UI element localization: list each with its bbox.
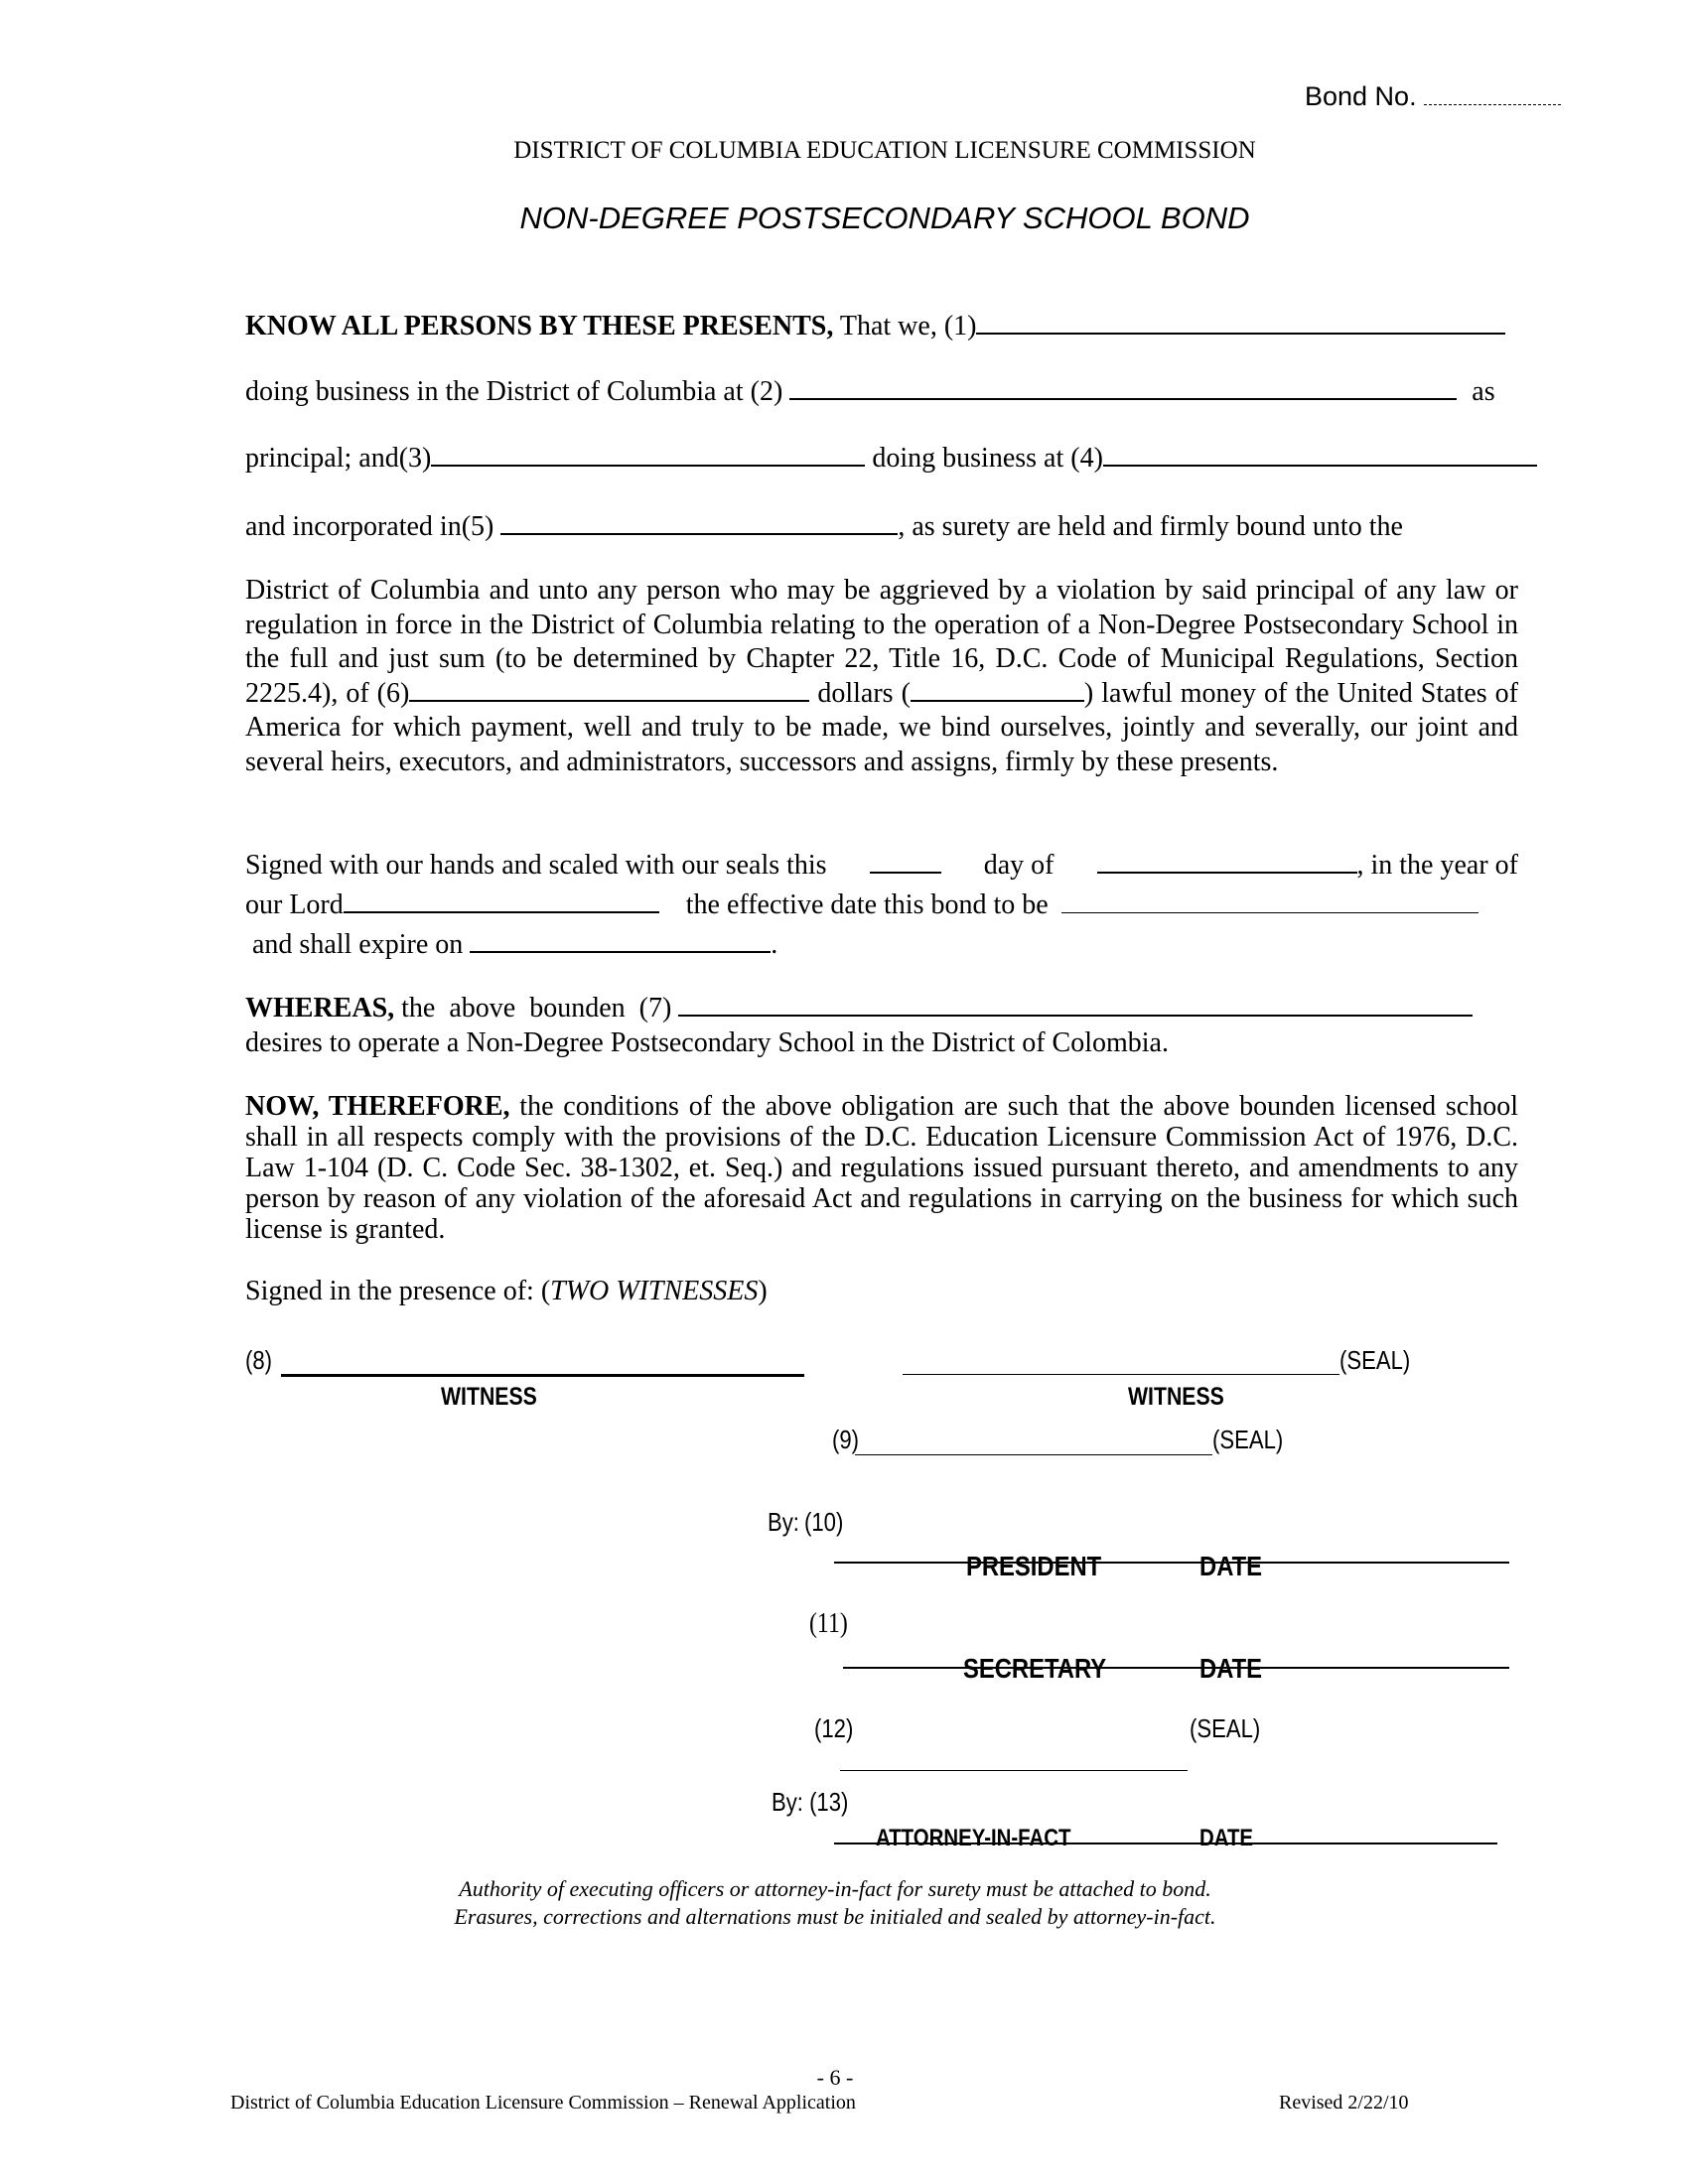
- signed-text: .: [771, 929, 778, 960]
- signed-text: Signed with our hands and scaled with our seals this: [245, 850, 827, 881]
- paren: ): [758, 1276, 768, 1306]
- obligation-text: District of Columbia and unto any person who may be aggrieved by a violation by said principal of any law or regulation in force in the District of Columbia relating to the operation of a Non-Degree Postsecondary School in the full and just sum (to be determined by Chapter 22, Title 16, D.C. Code of Municipal Regulations, Section 2225.4), of (6): [245, 575, 1518, 709]
- officer-10-number: (10): [804, 1507, 844, 1537]
- signer-9-number: (9): [832, 1425, 860, 1454]
- bond-number-label: Bond No.: [1305, 81, 1417, 111]
- witness-intro: [245, 1276, 768, 1307]
- field-6-sum-words[interactable]: [409, 678, 809, 702]
- witness-2-label: WITNESS: [1128, 1383, 1224, 1411]
- signer-9-signature-line[interactable]: [855, 1454, 1212, 1455]
- preamble-text: That we, (1): [833, 311, 977, 341]
- field-6-sum-figures[interactable]: [911, 678, 1084, 702]
- preamble-text: and incorporated in(5): [245, 511, 494, 542]
- agency-name: DISTRICT OF COLUMBIA EDUCATION LICENSURE COMMISSION: [513, 137, 1256, 164]
- signed-text: the effective date this bond to be: [685, 889, 1049, 920]
- obligation-text: dollars (: [809, 677, 911, 709]
- preamble-text: as: [1472, 376, 1495, 407]
- officer-11-number: (11): [809, 1608, 848, 1639]
- officer-12-signature-line[interactable]: [840, 1770, 1188, 1771]
- preamble-line-1: [245, 311, 1505, 342]
- page-number: - 6 -: [816, 2065, 854, 2090]
- obligation-paragraph: [245, 574, 1518, 779]
- paren: (: [540, 1276, 551, 1306]
- field-2-principal-address[interactable]: [789, 376, 1457, 400]
- signed-line-3: [252, 929, 777, 961]
- effective-date-field[interactable]: [1061, 890, 1478, 913]
- footer-revised: Revised 2/22/10: [1279, 2092, 1409, 2114]
- signed-line-1: [245, 850, 1518, 882]
- preamble-text: principal; and(3): [245, 443, 432, 474]
- signer-9-seal: (SEAL): [1212, 1425, 1284, 1454]
- witness-8-label: WITNESS: [441, 1383, 537, 1411]
- witness-2-seal: (SEAL): [1339, 1345, 1411, 1375]
- day-field[interactable]: [870, 850, 941, 874]
- two-witnesses-text: TWO WITNESSES: [550, 1276, 759, 1306]
- year-field[interactable]: [344, 889, 659, 913]
- attorney-date-label: DATE: [1199, 1825, 1254, 1851]
- obligation-text: ) lawful money of the United States of America for which payment, well and truly to be made, we bind ourselves, jointly and severally, our joint and several heirs, executors, and administrators, successors and assigns, firmly by these presents.: [245, 677, 1518, 777]
- field-3-surety-name[interactable]: [431, 443, 865, 467]
- witness-8-number: (8): [245, 1345, 273, 1375]
- field-5-incorporation-state[interactable]: [500, 511, 898, 535]
- footer-left: District of Columbia Education Licensure Commission – Renewal Application: [230, 2092, 856, 2114]
- officer-12-seal: (SEAL): [1190, 1713, 1261, 1743]
- by-label-10: By:: [768, 1507, 799, 1537]
- whereas-line-2: desires to operate a Non-Degree Postsecondary School in the District of Colombia.: [245, 1027, 1169, 1058]
- president-label: PRESIDENT: [966, 1551, 1102, 1581]
- whereas-text: the above bounden (7): [394, 993, 672, 1024]
- field-4-surety-address[interactable]: [1103, 443, 1537, 467]
- now-therefore-text: the conditions of the above obligation are such that the above bounden licensed school shall in all respects comply with the provisions of the D.C. Education Licensure Commission Act of 1976, D.C. Law 1-104 (D. C. Code Sec. 38-1302, et. Seq.) and regulations issued pursuant thereto, and amendments to any person by reason of any violation of the aforesaid Act and regulations in carrying on the business for which such license is granted.: [245, 1091, 1519, 1245]
- witness-intro-text: Signed in the presence of:: [245, 1276, 541, 1306]
- secretary-signature-line[interactable]: [843, 1667, 1509, 1669]
- witness-8-signature-line[interactable]: [281, 1374, 804, 1377]
- preamble-line-4: [245, 511, 1403, 543]
- preamble-line-3: [245, 443, 1537, 475]
- by-label-13: By: (13): [772, 1787, 849, 1817]
- secretary-date-label: DATE: [1199, 1653, 1263, 1684]
- whereas-heading: WHEREAS,: [245, 993, 395, 1024]
- signed-text: day of: [983, 850, 1055, 881]
- attorney-label: ATTORNEY-IN-FACT: [876, 1825, 1071, 1851]
- preamble-text: , as surety are held and firmly bound unto the: [898, 511, 1403, 542]
- note-erasures: Erasures, corrections and alternations must be initialed and sealed by attorney-in-fact.: [454, 1904, 1216, 1929]
- page-title: NON-DEGREE POSTSECONDARY SCHOOL BOND: [519, 201, 1250, 235]
- bond-number-input[interactable]: [1424, 86, 1561, 105]
- signed-text: and shall expire on: [252, 929, 464, 960]
- field-7-school-name[interactable]: [678, 993, 1473, 1017]
- now-therefore-heading: NOW, THEREFORE,: [245, 1091, 510, 1122]
- signed-line-2: [245, 889, 1478, 921]
- preamble-text: doing business in the District of Columbia at (2): [245, 376, 783, 407]
- expiration-date-field[interactable]: [470, 929, 771, 953]
- field-1-principal-name[interactable]: [976, 311, 1505, 335]
- signed-text: , in the year of: [1356, 850, 1518, 881]
- secretary-label: SECRETARY: [963, 1653, 1107, 1684]
- signed-text: our Lord: [245, 889, 344, 920]
- president-signature-line[interactable]: [834, 1562, 1509, 1564]
- bond-number-field: [1305, 81, 1561, 112]
- month-field[interactable]: [1097, 850, 1357, 874]
- note-authority: Authority of executing officers or attorney-in-fact for surety must be attached to bond.: [459, 1876, 1211, 1901]
- witness-2-signature-line[interactable]: [903, 1374, 1339, 1375]
- officer-12-number: (12): [814, 1713, 854, 1743]
- now-therefore-paragraph: [245, 1091, 1518, 1245]
- preamble-text: doing business at (4): [872, 443, 1103, 474]
- know-all-heading: KNOW ALL PERSONS BY THESE PRESENTS,: [245, 311, 834, 341]
- whereas-line-1: [245, 993, 1473, 1024]
- president-date-label: DATE: [1199, 1551, 1263, 1581]
- preamble-line-2: [245, 376, 1495, 408]
